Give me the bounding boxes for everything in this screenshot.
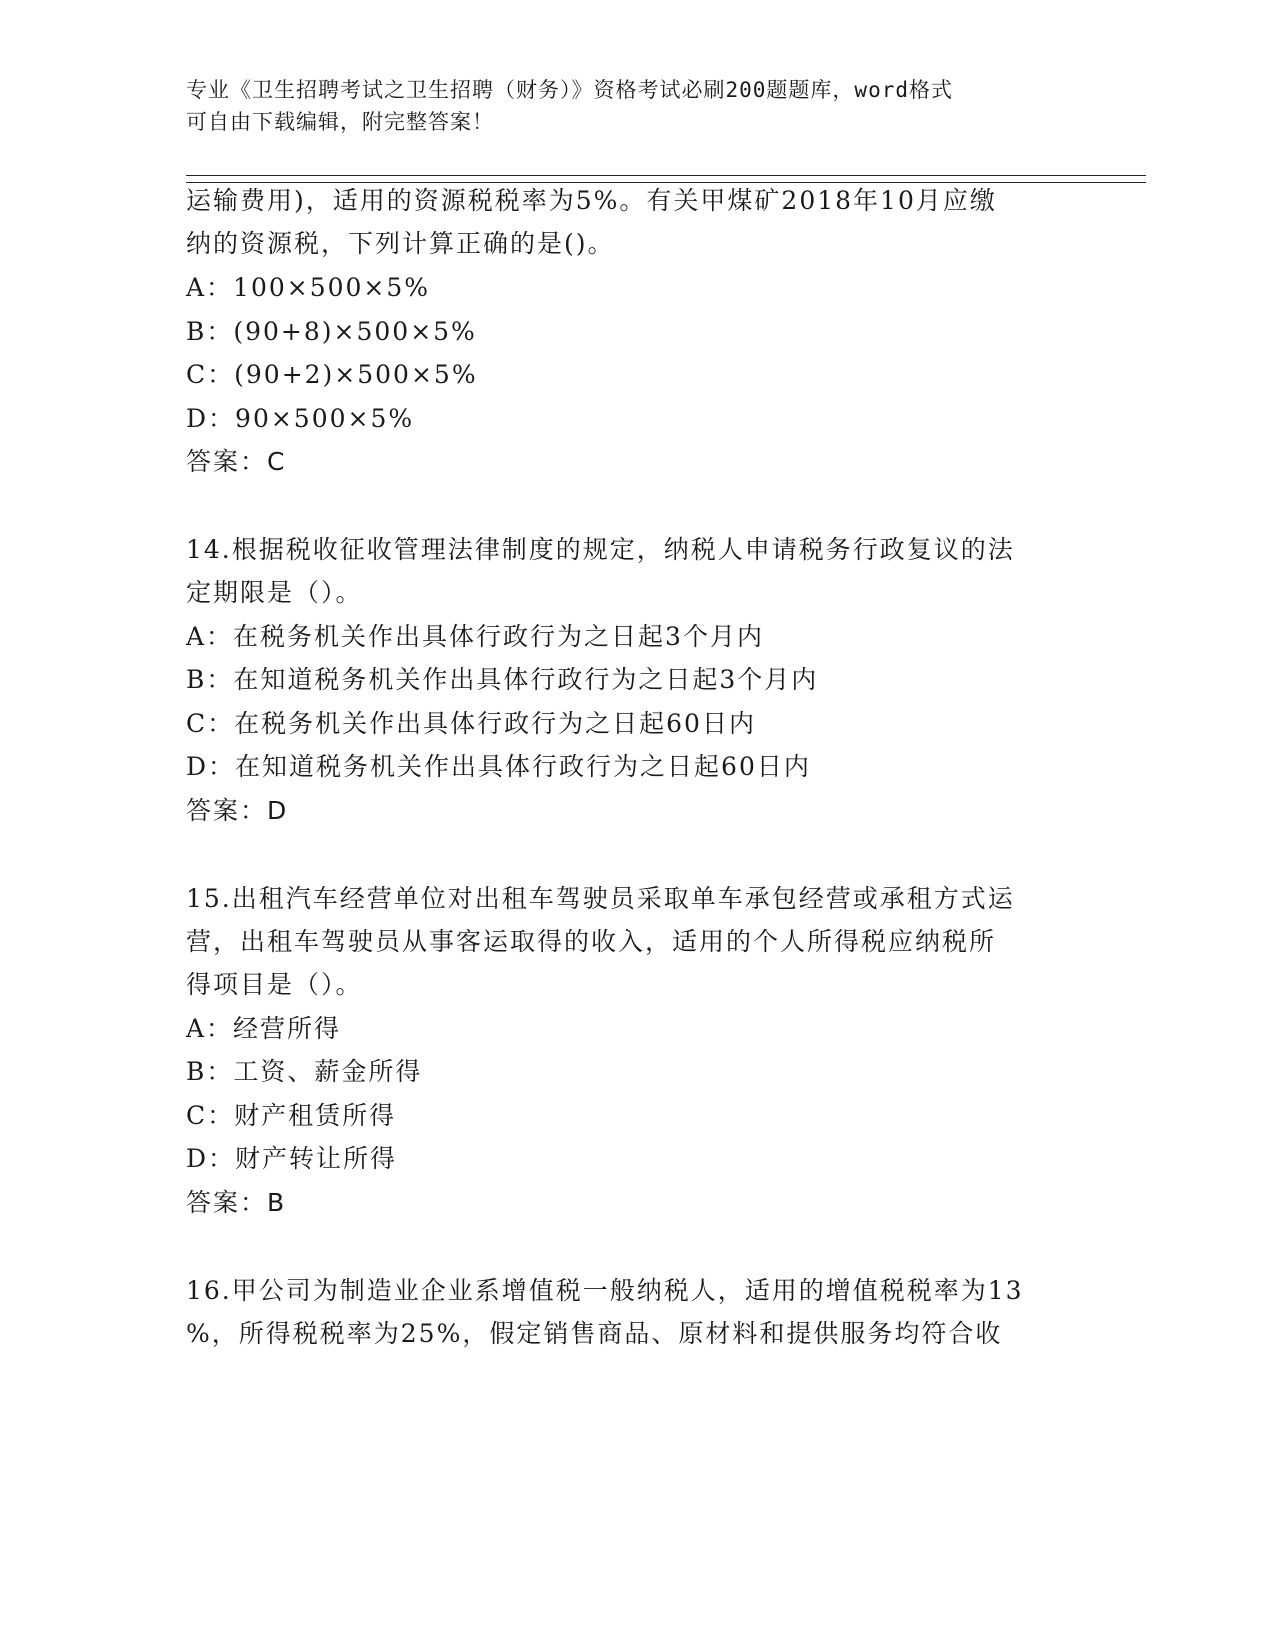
q13-stem-line-1: 运输费用)，适用的资源税税率为5%。有关甲煤矿2018年10月应缴 bbox=[186, 186, 997, 215]
q13-option-b: B：(90+8)×500×5% bbox=[186, 317, 477, 346]
q15-stem-line-3: 得项目是（）。 bbox=[186, 970, 363, 999]
q16-stem-line-2: %，所得税税率为25%，假定销售商品、原材料和提供服务均符合收 bbox=[186, 1319, 1003, 1348]
q14-answer: 答案：D bbox=[186, 796, 289, 825]
q14-stem-line-1: 14.根据税收征收管理法律制度的规定，纳税人申请税务行政复议的法 bbox=[186, 535, 1015, 564]
q15-stem-line-1: 15.出租汽车经营单位对出租车驾驶员采取单车承包经营或承租方式运 bbox=[186, 884, 1015, 913]
q15-answer: 答案：B bbox=[186, 1188, 287, 1217]
q14-option-c: C：在税务机关作出具体行政行为之日起60日内 bbox=[186, 709, 756, 738]
q15-option-a: A：经营所得 bbox=[186, 1014, 342, 1043]
q14-stem-line-2: 定期限是（）。 bbox=[186, 578, 363, 607]
q13-answer: 答案：C bbox=[186, 447, 287, 476]
q13-option-a: A：100×500×5% bbox=[186, 273, 431, 302]
header-title-line-1: 专业《卫生招聘考试之卫生招聘（财务）》资格考试必刷200题题库，word格式 bbox=[186, 78, 953, 102]
q13-stem-line-2: 纳的资源税，下列计算正确的是()。 bbox=[186, 229, 615, 258]
q15-option-c: C：财产租赁所得 bbox=[186, 1101, 397, 1130]
q15-option-d: D：财产转让所得 bbox=[186, 1144, 398, 1173]
q15-stem-line-2: 营，出租车驾驶员从事客运取得的收入，适用的个人所得税应纳税所 bbox=[186, 927, 997, 956]
q14-option-b: B：在知道税务机关作出具体行政行为之日起3个月内 bbox=[186, 665, 819, 694]
header-divider-top bbox=[186, 175, 1146, 176]
q13-option-d: D：90×500×5% bbox=[186, 404, 415, 433]
header-title-line-2: 可自由下载编辑，附完整答案！ bbox=[186, 110, 494, 134]
document-header bbox=[186, 74, 1066, 138]
q16-stem-line-1: 16.甲公司为制造业企业系增值税一般纳税人，适用的增值税税率为13 bbox=[186, 1276, 1024, 1305]
q14-option-d: D：在知道税务机关作出具体行政行为之日起60日内 bbox=[186, 752, 811, 781]
q13-option-c: C：(90+2)×500×5% bbox=[186, 360, 478, 389]
q14-option-a: A：在税务机关作出具体行政行为之日起3个月内 bbox=[186, 622, 764, 651]
q15-option-b: B：工资、薪金所得 bbox=[186, 1057, 423, 1086]
